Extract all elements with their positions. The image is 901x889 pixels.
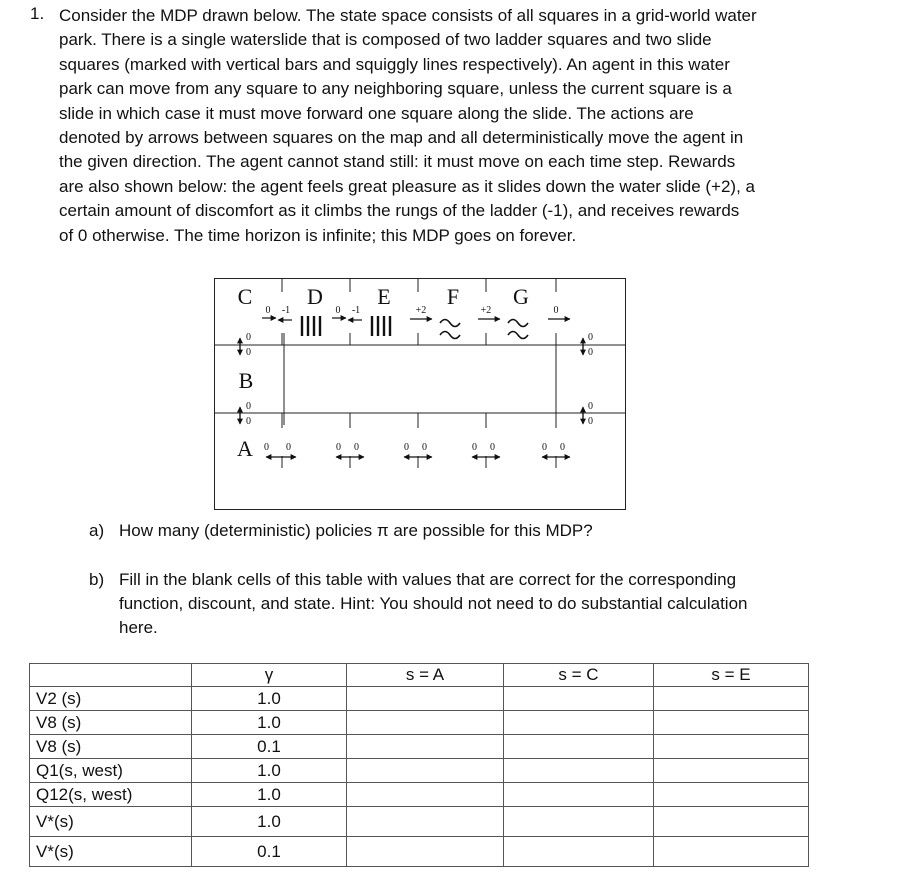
state-label-d: D	[307, 284, 323, 309]
part-b-line: here.	[119, 618, 158, 637]
header-cell	[30, 664, 192, 687]
blank-answer-cell[interactable]	[654, 735, 809, 759]
blank-answer-cell[interactable]	[504, 687, 654, 711]
blank-answer-cell[interactable]	[654, 807, 809, 837]
table-row	[30, 783, 809, 807]
table-row	[30, 735, 809, 759]
part-a-label: a)	[89, 521, 105, 540]
gamma-cell: 1.0	[192, 687, 347, 711]
part-a-text: How many (deterministic) policies π are possible for this MDP?	[119, 521, 593, 540]
reward-label: 0	[286, 442, 291, 453]
reward-label: 0	[354, 442, 359, 453]
reward-label: 0	[246, 332, 251, 343]
state-label-c: C	[237, 284, 253, 309]
header-cell-s-a: s = A	[347, 664, 504, 687]
question-line: of 0 otherwise. The time horizon is infinite; this MDP goes on forever.	[59, 225, 577, 245]
state-label-g: G	[513, 284, 529, 309]
slide-square-g	[508, 320, 528, 339]
reward-label: +2	[415, 305, 427, 316]
blank-answer-cell[interactable]	[504, 759, 654, 783]
blank-answer-cell[interactable]	[347, 687, 504, 711]
reward-label: 0	[246, 401, 251, 412]
question-line: certain amount of discomfort as it climbs the rungs of the ladder (-1), and receives rewards	[59, 201, 740, 221]
blank-answer-cell[interactable]	[347, 837, 504, 867]
ladder-square-e	[372, 316, 390, 336]
blank-answer-cell[interactable]	[654, 783, 809, 807]
blank-answer-cell[interactable]	[504, 735, 654, 759]
reward-label: 0	[588, 401, 593, 412]
blank-answer-cell[interactable]	[347, 807, 504, 837]
part-b-label: b)	[89, 570, 105, 589]
blank-answer-cell[interactable]	[504, 807, 654, 837]
blank-answer-cell[interactable]	[347, 783, 504, 807]
reward-label: 0	[553, 305, 559, 316]
blank-answer-cell[interactable]	[347, 735, 504, 759]
blank-answer-cell[interactable]	[654, 711, 809, 735]
reward-label: 0	[404, 442, 409, 453]
slide-square-f	[440, 320, 460, 339]
question-line: park. There is a single waterslide that is composed of two ladder squares and two slide	[59, 30, 712, 50]
question-line: slide in which case it must move forward one square along the slide. The actions are	[59, 103, 694, 123]
blank-answer-cell[interactable]	[504, 711, 654, 735]
function-cell: V8 (s)	[30, 735, 192, 759]
reward-label: 0	[246, 416, 251, 427]
blank-answer-cell[interactable]	[654, 687, 809, 711]
question-number: 1.	[30, 4, 45, 23]
function-cell: V8 (s)	[30, 711, 192, 735]
header-cell-gamma: γ	[192, 664, 347, 687]
reward-label: 0	[560, 442, 565, 453]
ladder-square-d	[302, 316, 320, 336]
blank-answer-cell[interactable]	[504, 837, 654, 867]
gamma-cell: 1.0	[192, 783, 347, 807]
part-a	[89, 519, 849, 543]
state-label-f: F	[446, 284, 460, 309]
gamma-cell: 1.0	[192, 711, 347, 735]
header-cell-s-e: s = E	[654, 664, 809, 687]
state-label-b: B	[238, 368, 254, 393]
reward-label: 0	[264, 442, 269, 453]
blank-answer-cell[interactable]	[654, 759, 809, 783]
part-b-line: Fill in the blank cells of this table with values that are correct for the corresponding	[119, 570, 737, 589]
table-row	[30, 759, 809, 783]
table-row	[30, 837, 809, 867]
part-b	[89, 568, 879, 642]
question-line: park can move from any square to any neighboring square, unless the current square is a	[59, 79, 732, 99]
reward-label: 0	[336, 442, 341, 453]
reward-label: 0	[422, 442, 427, 453]
reward-label: -1	[281, 305, 291, 316]
state-label-a: A	[237, 436, 253, 461]
reward-label: -1	[351, 305, 361, 316]
question-line: the given direction. The agent cannot stand still: it must move on each time step. Rewards	[59, 152, 736, 172]
function-cell: V2 (s)	[30, 687, 192, 711]
reward-label: 0	[246, 347, 251, 358]
state-label-e: E	[377, 284, 391, 309]
reward-label: 0	[335, 305, 341, 316]
mdp-diagram	[214, 278, 626, 510]
question-line: denoted by arrows between squares on the map and all deterministically move the agent in	[59, 128, 744, 148]
part-b-line: function, discount, and state. Hint: You should not need to do substantial calculation	[119, 594, 748, 613]
reward-label: 0	[588, 332, 593, 343]
table-row	[30, 687, 809, 711]
blank-answer-cell[interactable]	[654, 837, 809, 867]
question-line: squares (marked with vertical bars and squiggly lines respectively). An agent in this water	[59, 54, 730, 74]
reward-label: +2	[480, 305, 492, 316]
function-cell: V*(s)	[30, 807, 192, 837]
function-cell: V*(s)	[30, 837, 192, 867]
answer-table	[29, 663, 809, 867]
gamma-cell: 0.1	[192, 837, 347, 867]
table-row	[30, 807, 809, 837]
function-cell: Q1(s, west)	[30, 759, 192, 783]
reward-label: 0	[490, 442, 495, 453]
reward-label: 0	[472, 442, 477, 453]
question-text	[59, 4, 871, 248]
table-row	[30, 711, 809, 735]
reward-label: 0	[588, 416, 593, 427]
blank-answer-cell[interactable]	[347, 711, 504, 735]
reward-label: 0	[265, 305, 271, 316]
header-cell-s-c: s = C	[504, 664, 654, 687]
reward-label: 0	[542, 442, 547, 453]
gamma-cell: 1.0	[192, 807, 347, 837]
question-line: are also shown below: the agent feels great pleasure as it slides down the water slide (+2), a	[59, 176, 755, 196]
blank-answer-cell[interactable]	[504, 783, 654, 807]
question-line: Consider the MDP drawn below. The state space consists of all squares in a grid-world water	[59, 6, 757, 25]
gamma-cell: 1.0	[192, 759, 347, 783]
gamma-cell: 0.1	[192, 735, 347, 759]
table-header-row	[30, 664, 809, 687]
function-cell: Q12(s, west)	[30, 783, 192, 807]
reward-label: 0	[588, 347, 593, 358]
blank-answer-cell[interactable]	[347, 759, 504, 783]
